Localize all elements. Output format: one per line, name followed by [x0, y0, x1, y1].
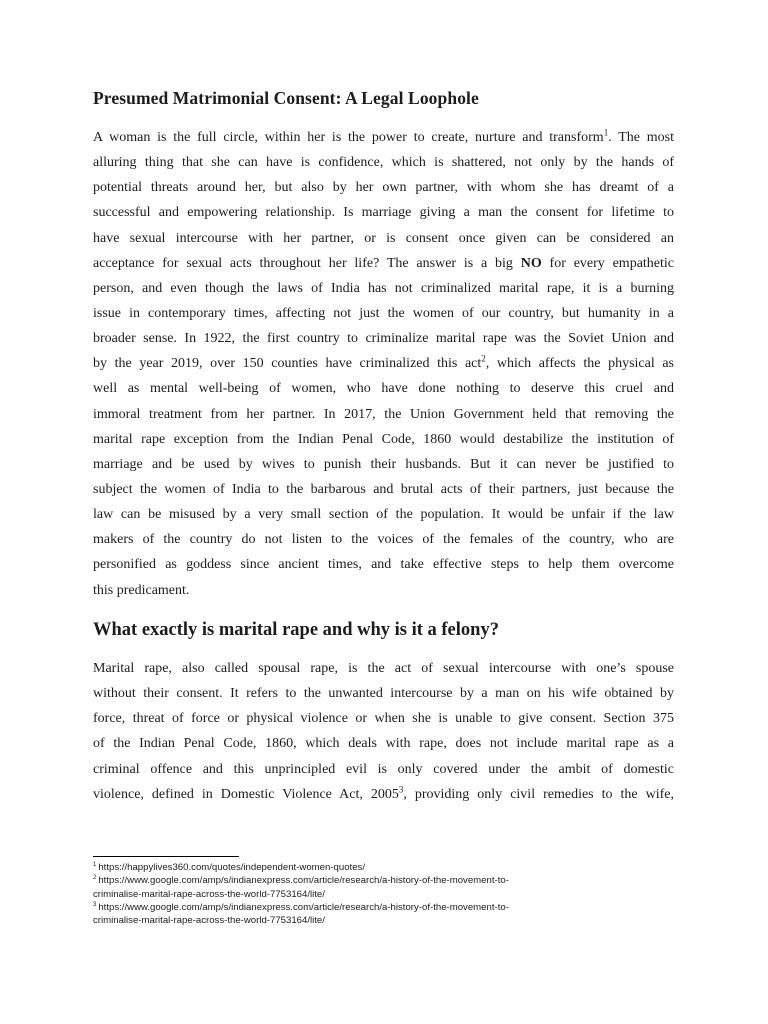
footnote-url[interactable]: https://www.google.com/amp/s/indianexpress.com/article/research/a-history-of-the-movement-to- — [98, 901, 509, 913]
text-line — [93, 782, 674, 807]
text-line — [93, 527, 674, 552]
text-run: this predicament. — [93, 582, 190, 598]
page-title: Presumed Matrimonial Consent: A Legal Loophole — [93, 88, 479, 108]
text-line — [93, 757, 674, 782]
text-line — [93, 326, 674, 351]
text-line — [93, 578, 674, 603]
text-run: acceptance for sexual acts throughout her life? The answer is a big — [93, 255, 521, 271]
text-run: marital rape exception from the Indian Penal Code, 1860 would destabilize the institution of — [93, 431, 674, 447]
text-run: personified as goddess since ancient times, and take effective steps to help them overcome — [93, 557, 674, 573]
footnotes-section — [93, 861, 693, 927]
text-line — [93, 731, 674, 756]
footnote-line — [93, 874, 693, 887]
footnote-url[interactable]: https://www.google.com/amp/s/indianexpress.com/article/research/a-history-of-the-movement-to- — [98, 875, 509, 887]
text-run: have sexual intercourse with her partner, or is consent once given can be considered an — [93, 230, 674, 246]
footnote-reference: 3 — [398, 784, 404, 795]
footnote-number: 2 — [93, 875, 97, 882]
text-line — [93, 351, 674, 376]
text-run: immoral treatment from her partner. In 2017, the Union Government held that removing the — [93, 406, 674, 422]
body-paragraph-definition — [93, 656, 674, 807]
text-line — [93, 681, 674, 706]
text-line — [93, 150, 674, 175]
text-line — [93, 251, 674, 276]
body-paragraph-intro — [93, 125, 674, 603]
text-line — [93, 552, 674, 577]
text-line — [93, 125, 674, 150]
footnote-line — [93, 861, 693, 874]
text-line — [93, 656, 674, 681]
text-run: broader sense. In 1922, the first country to criminalize marital rape was the Soviet Union and — [93, 331, 674, 347]
text-line — [93, 301, 674, 326]
text-run: marriage and be used by wives to punish their husbands. But it can never be justified to — [93, 456, 674, 472]
footnote-url[interactable]: criminalise-marital-rape-across-the-world-7753164/lite/ — [93, 915, 325, 927]
text-run: force, threat of force or physical violence or when she is unable to give consent. Section 375 — [93, 711, 674, 727]
text-line — [93, 276, 674, 301]
footnote-reference: 1 — [603, 127, 609, 138]
text-run: for every empathetic — [541, 255, 675, 271]
text-run: of the Indian Penal Code, 1860, which deals with rape, does not include marital rape as a — [93, 736, 674, 752]
text-run: A woman is the full circle, within her is the power to create, nurture and transform — [93, 130, 604, 145]
text-line — [93, 427, 674, 452]
text-line — [93, 175, 674, 200]
text-run: law can be misused by a very small section of the population. It would be unfair if the law — [93, 507, 674, 523]
text-line — [93, 452, 674, 477]
text-run: criminal offence and this unprincipled evil is only covered under the ambit of domestic — [93, 761, 674, 777]
footnote-reference: 2 — [481, 353, 486, 364]
text-run: alluring thing that she can have is confidence, which is shattered, not only by the hands of — [93, 155, 674, 171]
text-line — [93, 477, 674, 502]
footnote-number: 3 — [93, 901, 97, 908]
footnote-line — [93, 901, 693, 914]
text-line — [93, 402, 674, 427]
text-run: by the year 2019, over 150 counties have criminalized this act — [93, 356, 482, 372]
text-run: well as mental well-being of women, who have done nothing to deserve this cruel and — [93, 381, 674, 397]
footnote-number: 1 — [93, 861, 97, 868]
footnote-line — [93, 888, 693, 901]
text-line — [93, 502, 674, 527]
text-run: without their consent. It refers to the unwanted intercourse by a man on his wife obtained by — [93, 686, 674, 702]
text-run: person, and even though the laws of India has not criminalized marital rape, it is a burning — [93, 280, 674, 296]
text-run: . The most — [608, 130, 674, 145]
text-run: Marital rape, also called spousal rape, is the act of sexual intercourse with one’s spouse — [93, 661, 674, 676]
text-line — [93, 376, 674, 401]
section-heading: What exactly is marital rape and why is it a felony? — [93, 620, 499, 640]
text-run: makers of the country do not listen to the voices of the females of the country, who are — [93, 532, 674, 548]
text-run: issue in contemporary times, affecting not just the women of our country, but humanity in a — [93, 305, 674, 321]
text-run: successful and empowering relationship. Is marriage giving a man the consent for lifetime to — [93, 205, 674, 221]
footnote-separator — [93, 856, 239, 857]
text-run: , which affects the physical as — [485, 356, 674, 372]
text-run: violence, defined in Domestic Violence Act, 2005 — [93, 786, 399, 802]
emphasis-text: NO — [520, 255, 542, 271]
footnote-url[interactable]: https://happylives360.com/quotes/independent-women-quotes/ — [98, 862, 366, 873]
footnote-line — [93, 914, 693, 927]
text-run: , providing only civil remedies to the wife, — [403, 786, 674, 802]
text-run: potential threats around her, but also by her own partner, with whom she has dreamt of a — [93, 180, 674, 196]
footnote-url[interactable]: criminalise-marital-rape-across-the-world-7753164/lite/ — [93, 888, 325, 900]
text-line — [93, 200, 674, 225]
text-line — [93, 226, 674, 251]
text-line — [93, 706, 674, 731]
text-run: subject the women of India to the barbarous and brutal acts of their partners, just because the — [93, 481, 674, 497]
